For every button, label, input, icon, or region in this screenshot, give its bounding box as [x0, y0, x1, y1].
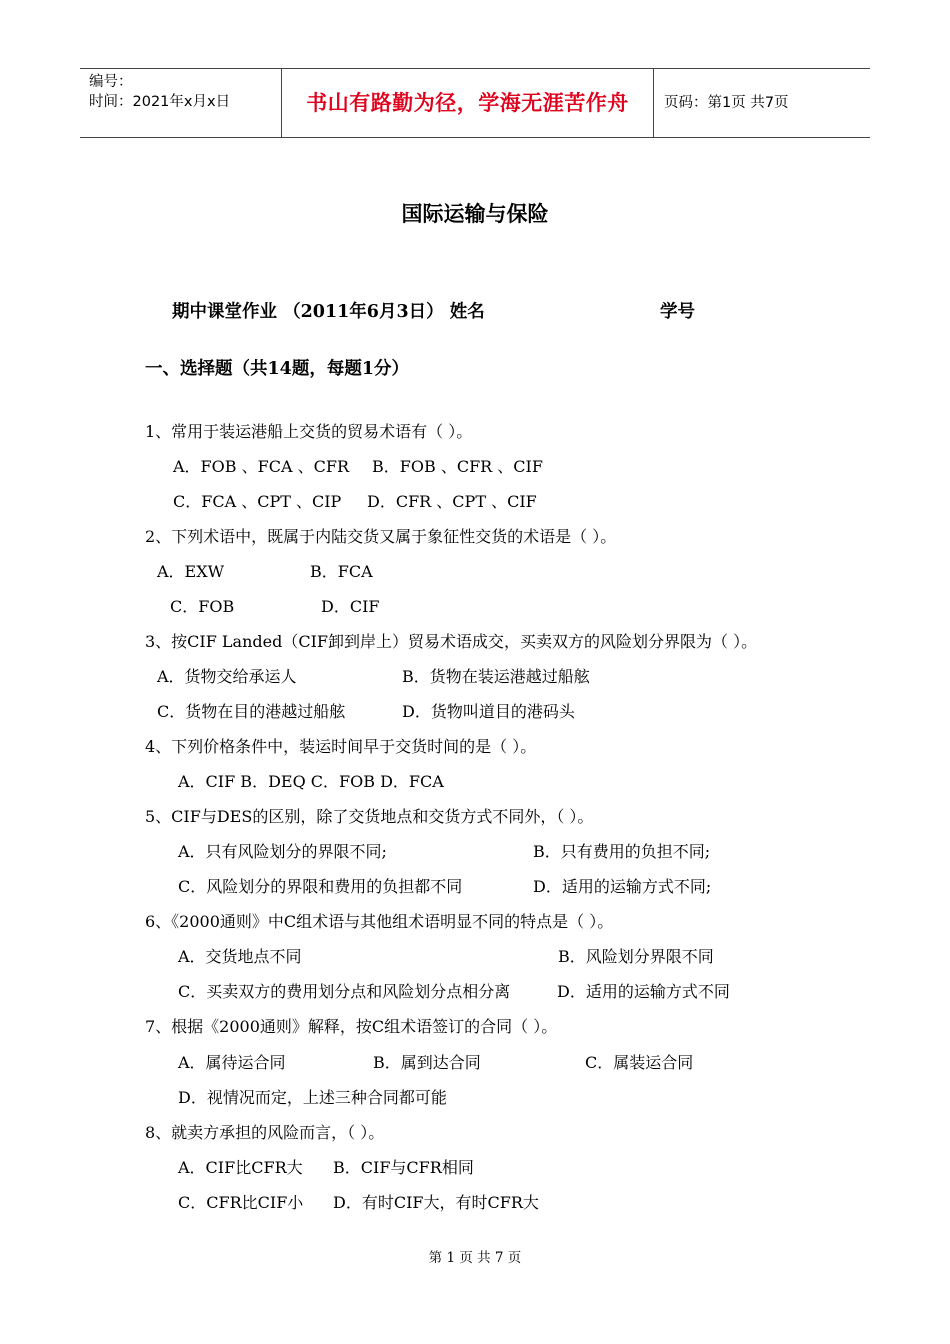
option: A．货物交给承运人	[157, 667, 297, 686]
question-stem: 4、下列价格条件中，装运时间早于交货时间的是（ ）。	[145, 737, 537, 756]
question-stem: 6、《2000通则》中C组术语与其他组术语明显不同的特点是（ ）。	[145, 912, 614, 931]
student-id-label: 学号	[660, 302, 695, 322]
option: D．适用的运输方式不同	[557, 982, 730, 1001]
question-stem: 2、下列术语中，既属于内陆交货又属于象征性交货的术语是（ ）。	[145, 527, 617, 546]
option: C．买卖双方的费用划分点和风险划分点相分离	[178, 982, 511, 1001]
document-header	[80, 68, 870, 138]
option: C．货物在目的港越过船舷	[157, 702, 346, 721]
option: C．FCA 、CPT 、CIP	[173, 492, 342, 511]
option: A．只有风险划分的界限不同;	[178, 842, 387, 861]
option: B．CIF与CFR相同	[333, 1158, 474, 1177]
option: D．货物叫道目的港码头	[402, 702, 575, 721]
option: D．CIF	[321, 597, 380, 616]
option: C．CFR比CIF小	[178, 1193, 304, 1212]
option: D．适用的运输方式不同;	[533, 877, 712, 896]
option: B．属到达合同	[373, 1053, 481, 1072]
option: C．属装运合同	[585, 1053, 694, 1072]
question-stem: 3、按CIF Landed（CIF卸到岸上）贸易术语成交，买卖双方的风险划分界限为（ ）。	[145, 632, 758, 651]
option: A．交货地点不同	[178, 947, 302, 966]
header-info	[80, 69, 281, 137]
document-title: 国际运输与保险	[401, 202, 549, 226]
page-footer: 第 1 页 共 7 页	[428, 1250, 522, 1266]
option: D．CFR 、CPT 、CIF	[367, 492, 537, 511]
section-heading: 一、选择题（共14题，每题1分）	[145, 359, 410, 379]
option: A．CIF比CFR大	[178, 1158, 303, 1177]
question-stem: 7、根据《2000通则》解释，按C组术语签订的合同（ ）。	[145, 1017, 558, 1036]
option: A．CIF B．DEQ C．FOB D．FCA	[178, 772, 444, 791]
option: D．有时CIF大，有时CFR大	[333, 1193, 539, 1212]
header-time: 时间：2021年x月x日	[89, 94, 231, 110]
question-stem: 8、就卖方承担的风险而言，（ ）。	[145, 1123, 385, 1142]
option: D．视情况而定，上述三种合同都可能	[178, 1088, 447, 1107]
assignment-line: 期中课堂作业 （2011年6月3日） 姓名	[172, 302, 485, 322]
question-stem: 5、CIF与DES的区别，除了交货地点和交货方式不同外，（ ）。	[145, 807, 594, 826]
option: A．属待运合同	[178, 1053, 286, 1072]
option: B．货物在装运港越过船舷	[402, 667, 590, 686]
option: B．只有费用的负担不同;	[533, 842, 711, 861]
header-motto: 书山有路勤为径，学海无涯苦作舟	[281, 69, 654, 137]
option: C．风险划分的界限和费用的负担都不同	[178, 877, 463, 896]
option: B．FOB 、CFR 、CIF	[372, 457, 543, 476]
option: B．FCA	[310, 562, 373, 581]
option: A．FOB 、FCA 、CFR	[173, 457, 349, 476]
header-number: 编号：	[89, 74, 133, 90]
option: B．风险划分界限不同	[558, 947, 714, 966]
header-page-number: 页码：第1页 共7页	[664, 95, 789, 111]
question-stem: 1、常用于装运港船上交货的贸易术语有（ ）。	[145, 422, 473, 441]
option: A．EXW	[157, 562, 225, 581]
option: C．FOB	[170, 597, 235, 616]
